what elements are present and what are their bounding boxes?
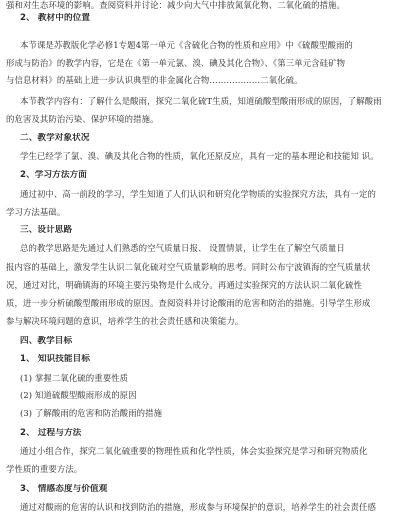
goal-item: (1) 掌握二氧化硫的重要性质 — [20, 373, 129, 383]
text-line: 本节教学内容有：了解什么是酸雨，探究二氧化硫T生质，知道硫酸型酸雨形成的原因，了解酸雨 — [20, 96, 382, 106]
subheading-process-method: 2、 过程与方法 — [20, 428, 82, 438]
text-line: 本节课是苏教版化学必修1专题4第一单元《含硫化合物的性质和应用》中《硫酸型酸雨的 — [20, 40, 353, 50]
text-line: 形成与防治》的教学内容，它是在《第一单元氯、溴、碘及其化合物》、《第三单元含硅矿物 — [6, 58, 346, 68]
goal-item: (2) 知道硫酸型酸雨形成的原因 — [20, 390, 137, 400]
text-line: 学生已经学了氯、溴、碘及其化合物的性质，氧化还原反应，具有一定的基本理论和技能知 识。 — [20, 151, 379, 161]
text-line: 报内容的基础上，激发学生认识二氧化硫对空气质量影响的思考。同时公布宁波镇海的空气质量状 — [6, 262, 371, 272]
text-line: 通过初中、高一前段的学习，学生知道了人们认识和研究化学物质的实验探究方法，具有一定的 — [20, 189, 376, 199]
text-line: 通过对酸雨的危害的认识和找到防治的措施，形成参与环境保护的意识，培养学生的社会责任感 — [20, 502, 376, 512]
text-line: 的危害及其防治污染、保护环境的措施。 — [6, 114, 159, 124]
section-heading-textbook-position: 2、 教材中的位置 — [20, 13, 91, 23]
text-line: 参与解决环境问题的意识，培养学生的社会责任感和决策能力。 — [6, 316, 244, 326]
text-line: 与信息材料》的基础上进一步认识典型的非金属化合物………………二氧化硫。 — [6, 75, 303, 85]
text-line: 学性质的重要方法。 — [6, 464, 83, 474]
text-line: 强和对生态环境的影响。查阅资料并讨论：减少向大气中排放氮氧化物、二氧化硫的措施。 — [6, 0, 345, 10]
subheading-knowledge-skills: 1、 知识技能目标 — [20, 354, 91, 364]
text-line: 学习方法基础。 — [6, 207, 66, 217]
section-heading-teaching-goals: 四、教学目标 — [20, 336, 73, 346]
section-heading-learning-method: 2、学习方法方面 — [20, 170, 87, 180]
goal-item: (3) 了解酸雨的危害和防治酸雨的措施 — [20, 408, 163, 418]
text-line: 况，通过对比，明确镇海的环境主要污染物是什么成分。再通过实验探究的方法认识二氧化硫性 — [6, 280, 362, 290]
text-line: 质，进一步分析硫酸型酸雨形成的原因。查阅资料并讨论酸雨的危害和防治的措施。引导学生形成 — [6, 298, 371, 308]
subheading-attitude-values: 3、 情感态度与价值观 — [20, 484, 108, 494]
section-heading-student-status: 二、教学对象状况 — [20, 133, 90, 143]
text-line: 总的教学思路是先通过人们熟悉的空气质量日报、 设置情景，让学生在了解空气质量日 — [20, 243, 345, 253]
text-line: 通过小组合作，探究二氧化硫重要的物理性质和化学性质，体会实验探究是学习和研究物质化 — [20, 446, 368, 456]
section-heading-design-idea: 三、设计思路 — [20, 225, 73, 235]
